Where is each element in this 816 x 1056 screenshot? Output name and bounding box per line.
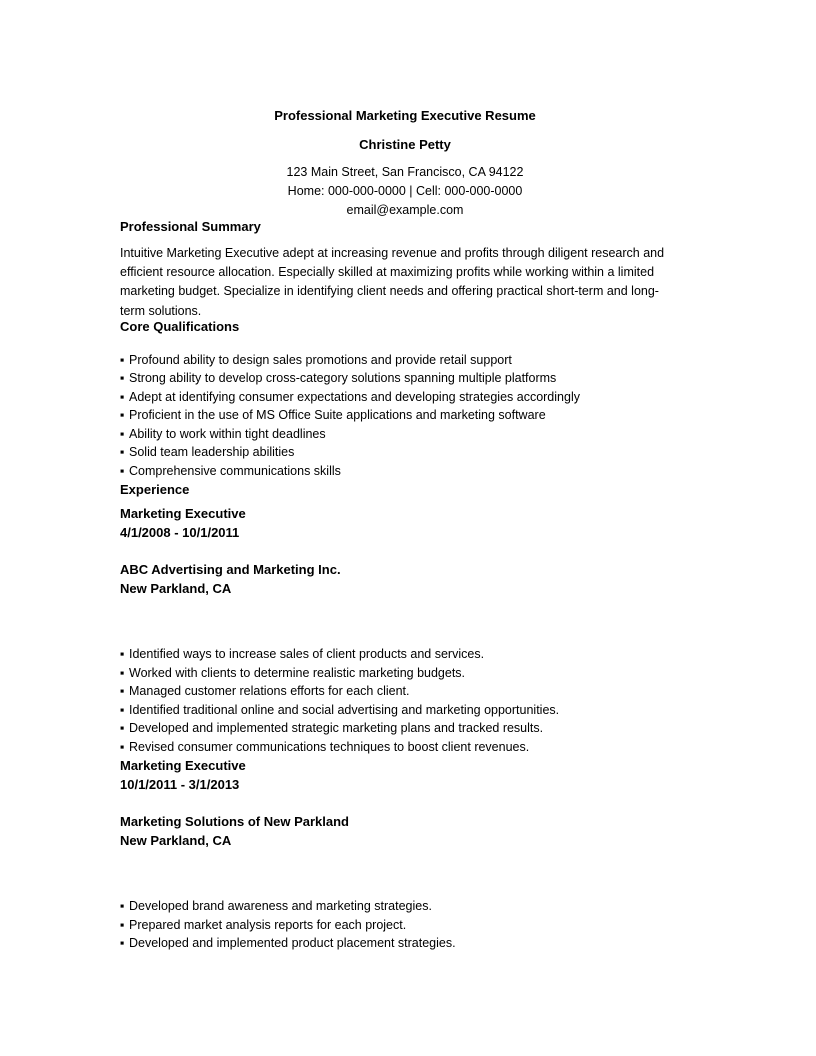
contact-address: 123 Main Street, San Francisco, CA 94122 (286, 165, 524, 179)
job-location: New Parkland, CA (120, 581, 232, 597)
bullet-marker: ▪ (120, 445, 125, 460)
bullet-marker: ▪ (120, 408, 125, 423)
summary-heading: Professional Summary (120, 219, 261, 234)
bullet-marker: ▪ (120, 684, 125, 699)
qualifications-list (120, 351, 690, 481)
list-item-text: Adept at identifying consumer expectations and developing strategies accordingly (129, 389, 580, 404)
list-item-text: Revised consumer communications techniques to boost client revenues. (129, 739, 530, 754)
list-item (120, 682, 690, 701)
list-item (120, 406, 690, 425)
list-item-text: Comprehensive communications skills (129, 463, 341, 478)
list-item (120, 443, 690, 462)
list-item (120, 934, 690, 953)
candidate-name: Christine Petty (359, 137, 451, 152)
bullet-marker: ▪ (120, 647, 125, 662)
bullet-marker: ▪ (120, 721, 125, 736)
document-title: Professional Marketing Executive Resume (274, 108, 536, 123)
job-entry (120, 756, 690, 953)
list-item-text: Worked with clients to determine realistic marketing budgets. (129, 665, 466, 680)
job-entry (120, 504, 690, 756)
contact-block (120, 163, 690, 220)
list-item-text: Ability to work within tight deadlines (129, 426, 326, 441)
list-item (120, 351, 690, 370)
list-item-text: Developed brand awareness and marketing strategies. (129, 899, 432, 914)
list-item-text: Developed and implemented product placement strategies. (129, 936, 456, 951)
list-item (120, 664, 690, 683)
job-dates: 10/1/2011 - 3/1/2013 (120, 777, 240, 793)
list-item-text: Proficient in the use of MS Office Suite applications and marketing software (129, 408, 546, 423)
list-item (120, 369, 690, 388)
bullet-marker: ▪ (120, 426, 125, 441)
list-item-text: Prepared market analysis reports for each project. (129, 917, 407, 932)
job-duties-list (120, 897, 690, 953)
job-position: Marketing Executive (120, 758, 246, 774)
list-item-text: Solid team leadership abilities (129, 445, 295, 460)
list-item (120, 897, 690, 916)
list-item (120, 645, 690, 664)
list-item (120, 462, 690, 481)
list-item-text: Developed and implemented strategic marketing plans and tracked results. (129, 721, 544, 736)
summary-text: Intuitive Marketing Executive adept at increasing revenue and profits through diligent research and efficient resource allocation. Especially skilled at maximizing profits while working within a limited marketing budget. Specialize in identifying client needs and offering practical short-term and long-term solutions. (120, 246, 665, 318)
bullet-marker: ▪ (120, 371, 125, 386)
list-item (120, 916, 690, 935)
list-item-text: Managed customer relations efforts for each client. (129, 684, 410, 699)
list-item-text: Profound ability to design sales promotions and provide retail support (129, 352, 512, 367)
contact-email: email@example.com (346, 203, 464, 217)
list-item (120, 701, 690, 720)
bullet-marker: ▪ (120, 665, 125, 680)
bullet-marker: ▪ (120, 389, 125, 404)
job-company: ABC Advertising and Marketing Inc. (120, 562, 341, 578)
list-item-text: Identified ways to increase sales of client products and services. (129, 647, 485, 662)
bullet-marker: ▪ (120, 463, 125, 478)
job-location: New Parkland, CA (120, 833, 232, 849)
experience-heading: Experience (120, 482, 190, 498)
list-item-text: Identified traditional online and social advertising and marketing opportunities. (129, 702, 560, 717)
job-position: Marketing Executive (120, 506, 246, 522)
bullet-marker: ▪ (120, 899, 125, 914)
job-company: Marketing Solutions of New Parkland (120, 814, 349, 830)
list-item (120, 388, 690, 407)
bullet-marker: ▪ (120, 702, 125, 717)
resume-content (120, 108, 690, 953)
bullet-marker: ▪ (120, 917, 125, 932)
bullet-marker: ▪ (120, 739, 125, 754)
bullet-marker: ▪ (120, 352, 125, 367)
list-item (120, 425, 690, 444)
job-duties-list (120, 645, 690, 756)
list-item (120, 738, 690, 757)
bullet-marker: ▪ (120, 936, 125, 951)
list-item-text: Strong ability to develop cross-category solutions spanning multiple platforms (129, 371, 557, 386)
job-dates: 4/1/2008 - 10/1/2011 (120, 525, 240, 541)
qualifications-heading: Core Qualifications (120, 318, 240, 334)
list-item (120, 719, 690, 738)
contact-phones: Home: 000-000-0000 | Cell: 000-000-0000 (287, 184, 523, 198)
